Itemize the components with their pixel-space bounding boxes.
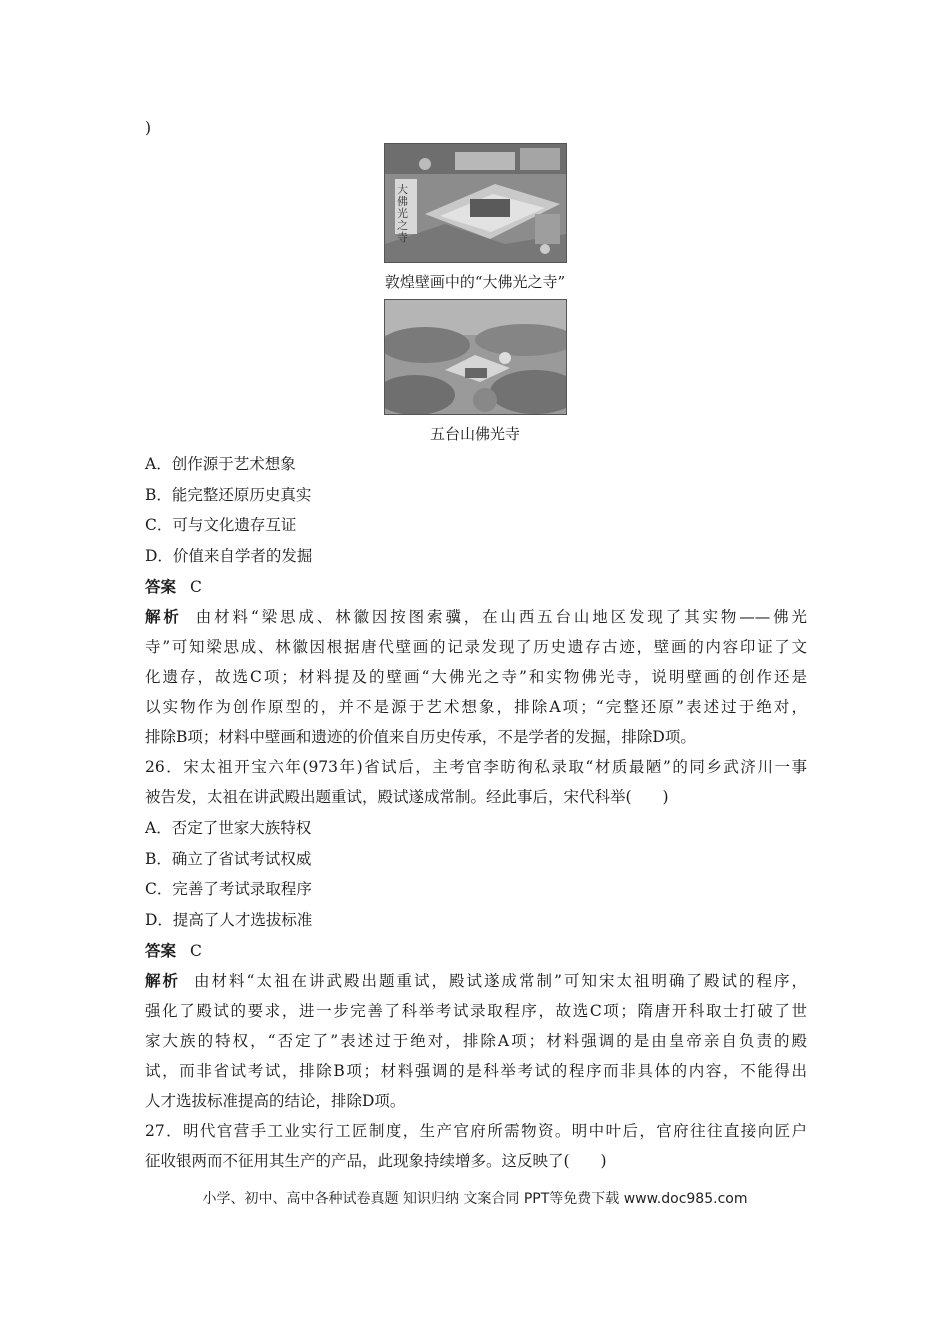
q26-answer (145, 941, 202, 961)
answer-value: C (190, 942, 202, 960)
q25-analysis-line-4: 以实物作为创作原型的，并不是源于艺术想象，排除A项；“完整还原”表述过于绝对， (145, 698, 807, 716)
q25-analysis-line-5: 排除B项；材料中壁画和遗迹的价值来自历史传承，不是学者的发掘，排除D项。 (145, 728, 696, 746)
q26-stem-line-2: 被告发，太祖在讲武殿出题重试，殿试遂成常制。经此事后，宋代科举( ) (145, 788, 669, 806)
q25-answer (145, 577, 202, 597)
mural-image (384, 143, 567, 263)
q25-option-a: A．创作源于艺术想象 (145, 455, 296, 473)
page-footer: 小学、初中、高中各种试卷真题 知识归纳 文案合同 PPT等免费下载 www.doc985.com (202, 1191, 748, 1207)
answer-value: C (190, 578, 202, 596)
q25-analysis-line-3: 化遗存，故选C项；材料提及的壁画“大佛光之寺”和实物佛光寺，说明壁画的创作还是 (145, 668, 807, 686)
analysis-text: 由材料“梁思成、林徽因按图索骥，在山西五台山地区发现了其实物——佛光 (195, 608, 807, 626)
analysis-text: 由材料“太祖在讲武殿出题重试，殿试遂成常制”可知宋太祖明确了殿试的程序， (194, 972, 807, 990)
answer-label: 答案 (145, 941, 177, 960)
previous-question-tail: ) (145, 119, 152, 137)
temple-illustration (385, 300, 566, 414)
q26-analysis-line-2: 强化了殿试的要求，进一步完善了科举考试录取程序，故选C项；隋唐开科取士打破了世 (145, 1002, 807, 1020)
q25-option-b: B．能完整还原历史真实 (145, 486, 312, 504)
q25-analysis-line-1 (145, 607, 807, 627)
q25-analysis-line-2: 寺”可知梁思成、林徽因根据唐代壁画的记录发现了历史遗存古迹，壁画的内容印证了文 (145, 638, 807, 656)
q27-stem-line-1: 27．明代官营手工业实行工匠制度，生产官府所需物资。明中叶后，官府往往直接向匠户 (145, 1122, 807, 1140)
q26-option-a: A．否定了世家大族特权 (145, 819, 312, 837)
q26-option-d: D．提高了人才选拔标准 (145, 911, 313, 929)
answer-label: 答案 (145, 577, 177, 596)
q27-stem-line-2: 征收银两而不征用其生产的产品，此现象持续增多。这反映了( ) (145, 1152, 607, 1170)
q25-option-c: C．可与文化遗存互证 (145, 516, 297, 534)
q26-analysis-line-1 (145, 971, 807, 991)
q26-option-c: C．完善了考试录取程序 (145, 880, 312, 898)
q26-analysis-line-4: 试，而非省试考试，排除B项；材料强调的是科举考试的程序而非具体的内容，不能得出 (145, 1062, 807, 1080)
q26-stem-line-1: 26．宋太祖开宝六年(973年)省试后，主考官李昉徇私录取“材质最陋”的同乡武济川一事 (145, 758, 807, 776)
q26-option-b: B．确立了省试考试权威 (145, 850, 312, 868)
analysis-label: 解析 (145, 607, 182, 626)
figure1-caption: 敦煌壁画中的“大佛光之寺” (384, 273, 566, 291)
q26-analysis-line-3: 家大族的特权，“否定了”表述过于绝对，排除A项；材料强调的是由皇帝亲自负责的殿 (145, 1032, 807, 1050)
analysis-label: 解析 (145, 971, 181, 990)
q26-analysis-line-5: 人才选拔标准提高的结论，排除D项。 (145, 1092, 406, 1110)
mural-inscription: 大佛光之寺 (397, 183, 408, 244)
figure2-caption: 五台山佛光寺 (429, 425, 520, 443)
q25-option-d: D．价值来自学者的发掘 (145, 547, 313, 565)
temple-photo (384, 299, 567, 415)
